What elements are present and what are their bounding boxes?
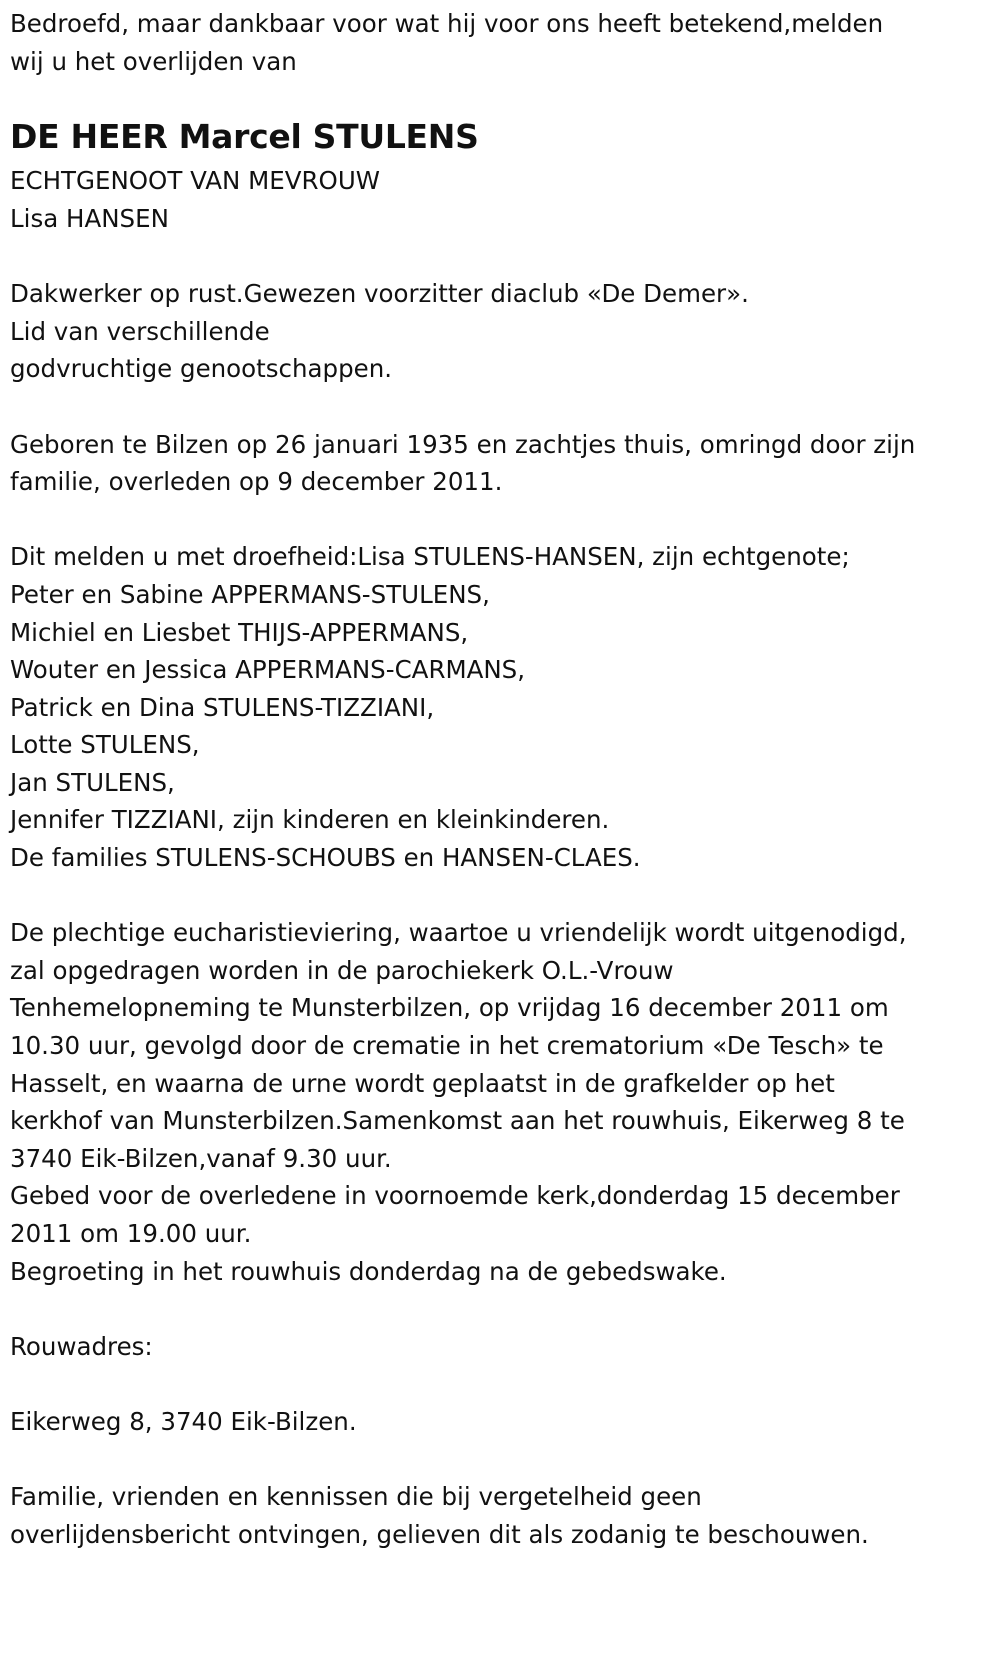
text-line: Peter en Sabine APPERMANS-STULENS, [10,579,490,609]
text-line: wij u het overlijden van [10,46,297,76]
text-line: 3740 Eik-Bilzen,vanaf 9.30 uur. [10,1143,392,1173]
text-line: Gebed voor de overledene in voornoemde kerk,donderdag 15 december [10,1181,900,1211]
text-line: zal opgedragen worden in de parochiekerk O.L.-Vrouw [10,955,674,985]
text-line: Lid van verschillende [10,316,270,346]
address-label: Rouwadres: [10,1331,153,1361]
text-line: kerkhof van Munsterbilzen.Samenkomst aan het rouwhuis, Eikerweg 8 te [10,1106,905,1136]
spacer [10,80,1000,118]
spacer [10,1365,1000,1403]
text-line: 10.30 uur, gevolgd door de crematie in het crematorium «De Tesch» te [10,1031,884,1061]
address: Eikerweg 8, 3740 Eik-Bilzen. [10,1406,357,1436]
intro-paragraph [10,5,1000,80]
text-line: Patrick en Dina STULENS-TIZZIANI, [10,692,435,722]
spacer [10,388,1000,426]
text-line: Dakwerker op rust.Gewezen voorzitter diaclub «De Demer». [10,279,749,309]
text-line: 2011 om 19.00 uur. [10,1219,252,1248]
ceremony-paragraph [10,914,1000,1290]
text-line: familie, overleden op 9 december 2011. [10,467,503,497]
family-paragraph [10,538,1000,876]
text-line: ECHTGENOOT VAN MEVROUW [10,166,381,196]
text-line: Lotte STULENS, [10,730,200,760]
text-line: Jennifer TIZZIANI, zijn kinderen en kleinkinderen. [10,805,610,835]
text-line: Begroeting in het rouwhuis donderdag na de gebedswake. [10,1256,727,1286]
deceased-name-title: DE HEER Marcel STULENS [10,116,479,156]
text-line: Familie, vrienden en kennissen die bij vergetelheid geen [10,1482,702,1512]
closing-paragraph [10,1478,1000,1553]
text-line: Geboren te Bilzen op 26 januari 1935 en zachtjes thuis, omringd door zijn [10,429,916,459]
spacer [10,501,1000,539]
text-line: Dit melden u met droefheid:Lisa STULENS-HANSEN, zijn echtgenote; [10,542,850,572]
text-line: Wouter en Jessica APPERMANS-CARMANS, [10,655,526,685]
spacer [10,1441,1000,1479]
text-line: Lisa HANSEN [10,203,169,233]
text-line: godvruchtige genootschappen. [10,354,393,384]
text-line: Jan STULENS, [10,767,175,797]
text-line: De families STULENS-SCHOUBS en HANSEN-CLAES. [10,843,641,873]
text-line: overlijdensbericht ontvingen, gelieven dit als zodanig te beschouwen. [10,1519,869,1549]
text-line: Bedroefd, maar dankbaar voor wat hij voor ons heeft betekend,melden [10,9,884,38]
text-line: Michiel en Liesbet THIJS-APPERMANS, [10,617,469,647]
text-line: De plechtige eucharistieviering, waartoe u vriendelijk wordt uitgenodigd, [10,918,907,948]
birth-paragraph [10,426,1000,501]
bio-paragraph [10,275,1000,388]
spouse-paragraph [10,162,1000,237]
text-line: Tenhemelopneming te Munsterbilzen, op vrijdag 16 december 2011 om [10,993,889,1023]
spacer [10,1290,1000,1328]
spacer [10,238,1000,276]
text-line: Hasselt, en waarna de urne wordt geplaatst in de grafkelder op het [10,1068,835,1098]
spacer [10,877,1000,915]
